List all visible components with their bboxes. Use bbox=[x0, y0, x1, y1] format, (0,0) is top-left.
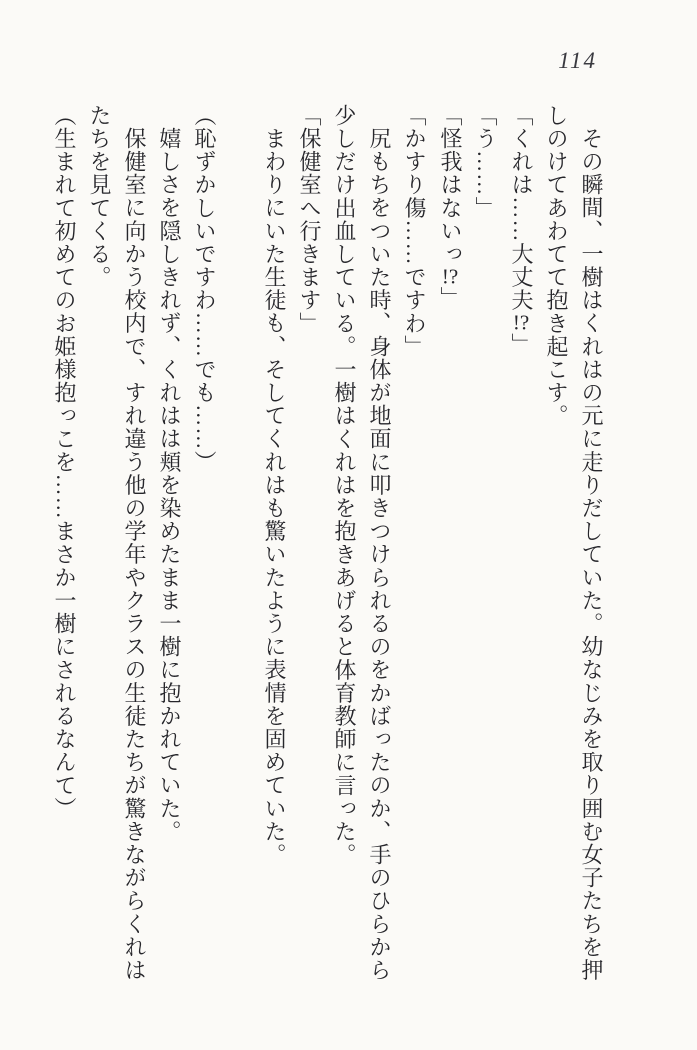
text-line bbox=[82, 104, 117, 996]
text-line bbox=[397, 104, 432, 996]
text-line bbox=[292, 104, 327, 996]
text-line bbox=[152, 104, 187, 996]
text-segment: （恥ずかしいですわ……でも……） bbox=[192, 104, 217, 474]
text-segment: まわりにいた生徒も、そしてくれはも驚いたように表情を固めていた。 bbox=[262, 127, 287, 867]
text-segment: 「かすり傷……ですわ」 bbox=[402, 104, 427, 359]
text-segment: 嬉しさを隠しきれず、くれはは頬を染めたまま一樹に抱かれていた。 bbox=[157, 127, 182, 844]
vertical-text-block bbox=[47, 104, 609, 996]
text-line bbox=[327, 104, 362, 996]
tate-chu-yoko-exclamation: !? bbox=[512, 311, 530, 333]
text-segment: 」 bbox=[509, 332, 534, 357]
text-segment: （生まれて初めてのお姫様抱っこを……まさか一樹にされるなんて） bbox=[52, 104, 77, 821]
text-segment: 」 bbox=[438, 286, 463, 310]
text-line bbox=[539, 104, 574, 996]
text-line bbox=[187, 104, 222, 996]
text-line bbox=[432, 104, 468, 996]
text-segment: 保健室に向かう校内で、すれ違う他の学年やクラスの生徒たちが驚きながらくれは bbox=[122, 127, 147, 982]
text-segment: しのけてあわてて抱き起こす。 bbox=[544, 104, 569, 428]
text-segment: 「怪我はないっ bbox=[438, 104, 463, 266]
text-line bbox=[468, 104, 503, 996]
text-segment: 少しだけ出血している。一樹はくれはを抱きあげると体育教師に言った。 bbox=[332, 104, 357, 867]
text-segment: 「くれは……大丈夫 bbox=[509, 104, 534, 312]
text-segment: その瞬間、一樹はくれはの元に走りだしていた。幼なじみを取り囲む女子たちを押 bbox=[579, 127, 604, 982]
text-segment: たちを見てくる。 bbox=[87, 104, 112, 289]
text-line bbox=[503, 104, 539, 996]
text-segment: 「保健室へ行きます」 bbox=[297, 104, 322, 335]
text-segment: 尻もちをついた時、身体が地面に叩きつけられるのをかばったのか、手のひらから bbox=[367, 127, 392, 982]
page-number: 114 bbox=[558, 48, 597, 73]
text-line bbox=[362, 104, 397, 996]
text-line bbox=[574, 104, 609, 996]
text-segment: 「う……」 bbox=[473, 104, 498, 220]
text-line bbox=[257, 104, 292, 996]
tate-chu-yoko-exclamation: !? bbox=[441, 265, 459, 287]
text-line bbox=[47, 104, 82, 996]
text-line bbox=[117, 104, 152, 996]
